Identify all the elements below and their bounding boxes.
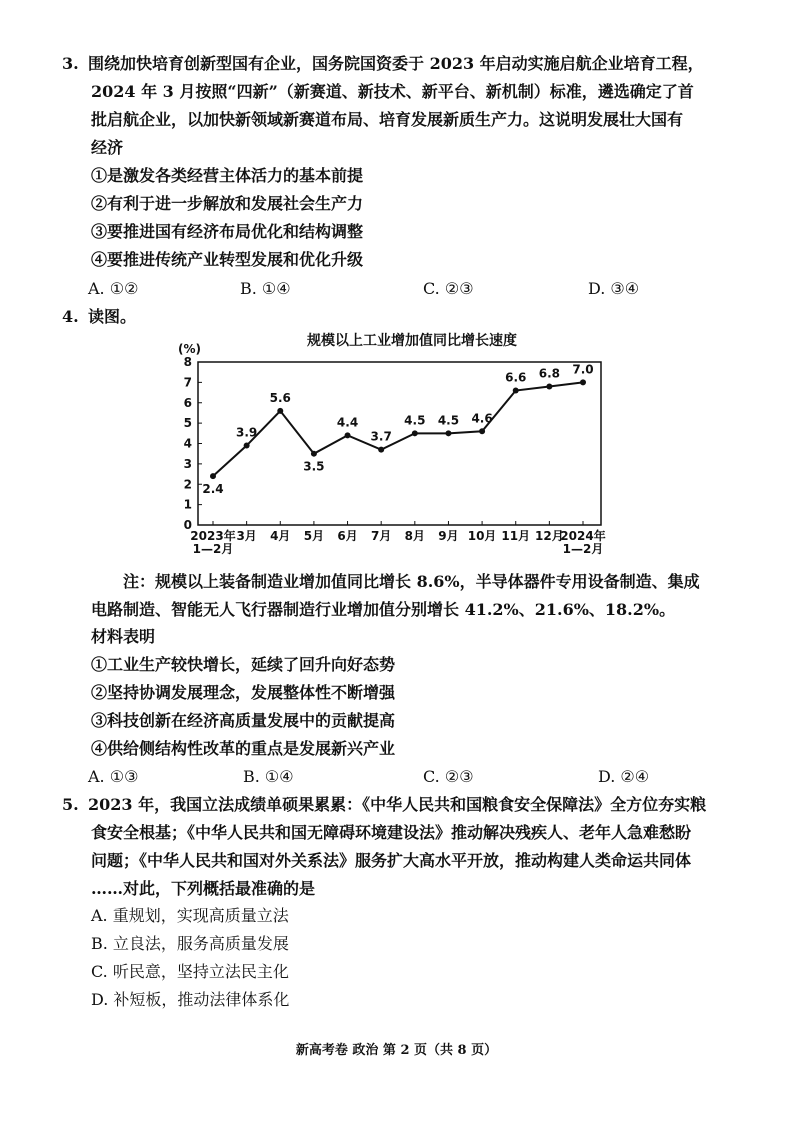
- y-tick-label: 1: [183, 497, 192, 512]
- series-line: [213, 382, 583, 476]
- q4-number: 4.: [62, 307, 79, 326]
- x-tick-label: 5月: [303, 529, 325, 543]
- x-tick-label: 3月: [236, 529, 257, 543]
- data-point: [311, 451, 317, 457]
- data-label: 6.6: [505, 370, 527, 385]
- q4-note-line-1: 注：规模以上装备制造业增加值同比增长 8.6%，半导体器件专用设备制造、集成: [123, 572, 700, 591]
- q5-option-c[interactable]: C. 听民意，坚持立法民主化: [91, 962, 289, 981]
- q4-option-c[interactable]: C. ②③: [423, 767, 474, 786]
- data-point: [479, 428, 485, 434]
- data-point: [378, 447, 384, 453]
- q5-number: 5.: [62, 795, 79, 814]
- y-tick-label: 8: [183, 355, 192, 369]
- data-label: 6.8: [538, 366, 560, 381]
- data-label: 3.9: [236, 425, 258, 440]
- data-label: 4.4: [336, 415, 359, 430]
- x-tick-label: 4月: [270, 529, 291, 543]
- data-point: [513, 388, 519, 394]
- y-tick-label: 2: [183, 477, 192, 492]
- q3-statement-4: ④要推进传统产业转型发展和优化升级: [91, 250, 364, 269]
- x-tick-label: 2023年: [190, 529, 236, 543]
- q3-option-a[interactable]: A. ①②: [88, 279, 139, 298]
- x-tick-label: 2024年: [560, 529, 606, 543]
- q4-note-line-2: 电路制造、智能无人飞行器制造行业增加值分别增长 41.2%、21.6%、18.2%。: [91, 600, 676, 619]
- data-point: [277, 408, 283, 414]
- data-label: 4.5: [437, 413, 460, 428]
- y-tick-label: 4: [183, 436, 192, 451]
- q3-stem-line-1: 围绕加快培育创新型国有企业，国务院国资委于 2023 年启动实施启航企业培育工程，: [88, 54, 704, 73]
- q4-prompt: 读图。: [88, 307, 137, 326]
- q5-stem-line-2: 食安全根基；《中华人民共和国无障碍环境建设法》推动解决残疾人、老年人急难愁盼: [91, 823, 692, 842]
- q5-stem-line-3: 问题；《中华人民共和国对外关系法》服务扩大高水平开放，推动构建人类命运共同体: [91, 851, 692, 870]
- q5-option-a[interactable]: A. 重规划，实现高质量立法: [91, 906, 289, 925]
- y-axis-unit-label: (%): [178, 342, 201, 356]
- q4-option-b[interactable]: B. ①④: [243, 767, 294, 786]
- q3-stem-line-2: 2024 年 3 月按照“四新”（新赛道、新技术、新平台、新机制）标准，遴选确定了首: [91, 82, 694, 101]
- x-tick-label: 8月: [404, 529, 425, 543]
- x-tick-label: 11月: [501, 529, 531, 543]
- data-label: 4.6: [471, 411, 493, 426]
- q3-statement-2: ②有利于进一步解放和发展社会生产力: [91, 194, 364, 213]
- data-point: [412, 430, 418, 436]
- data-label: 4.5: [404, 413, 426, 428]
- y-tick-label: 3: [183, 456, 192, 471]
- q4-statement-4: ④供给侧结构性改革的重点是发展新兴产业: [91, 739, 396, 758]
- plot-frame: [198, 362, 601, 525]
- x-tick-label: 1—2月: [562, 542, 604, 556]
- data-point: [546, 383, 552, 389]
- q4-statement-3: ③科技创新在经济高质量发展中的贡献提高: [91, 711, 396, 730]
- x-tick-label: 1—2月: [192, 542, 234, 556]
- q5-option-b[interactable]: B. 立良法，服务高质量发展: [91, 934, 289, 953]
- x-tick-label: 7月: [371, 529, 392, 543]
- data-label: 5.6: [269, 390, 291, 405]
- data-point: [580, 379, 586, 385]
- page-footer: 新高考卷 政治 第 2 页（共 8 页）: [295, 1043, 498, 1058]
- data-label: 2.4: [202, 482, 224, 497]
- q3-option-b[interactable]: B. ①④: [240, 279, 291, 298]
- q5-option-d[interactable]: D. 补短板，推动法律体系化: [91, 990, 290, 1009]
- q3-statement-1: ①是激发各类经营主体活力的基本前提: [91, 166, 364, 185]
- data-point: [244, 443, 250, 449]
- q3-stem-line-4: 经济: [91, 138, 124, 157]
- q4-material-label: 材料表明: [91, 627, 156, 646]
- data-point: [345, 432, 351, 438]
- q3-statement-3: ③要推进国有经济布局优化和结构调整: [91, 222, 364, 241]
- data-label: 3.5: [303, 459, 325, 474]
- q3-number: 3.: [62, 54, 79, 73]
- y-tick-label: 5: [183, 416, 192, 431]
- q4-option-a[interactable]: A. ①③: [88, 767, 139, 786]
- data-point: [445, 430, 451, 436]
- y-tick-label: 0: [183, 518, 192, 532]
- x-tick-label: 12月: [535, 529, 564, 543]
- q3-option-c[interactable]: C. ②③: [423, 279, 474, 298]
- q4-statement-1: ①工业生产较快增长，延续了回升向好态势: [91, 655, 396, 674]
- q5-stem-line-1: 2023 年，我国立法成绩单硕果累累：《中华人民共和国粮食安全保障法》全方位夯实粮: [88, 795, 707, 814]
- data-label: 3.7: [370, 429, 392, 444]
- y-tick-label: 7: [183, 375, 192, 390]
- growth-line-chart: [0, 325, 793, 565]
- x-tick-label: 6月: [337, 529, 358, 543]
- chart-title: 规模以上工业增加值同比增长速度: [307, 333, 517, 349]
- q3-stem-line-3: 批启航企业，以加快新领域新赛道布局、培育发展新质生产力。这说明发展壮大国有: [91, 110, 684, 129]
- q5-stem-line-4: ……对此，下列概括最准确的是: [91, 879, 316, 898]
- q3-option-d[interactable]: D. ③④: [588, 279, 640, 298]
- x-tick-label: 9月: [438, 529, 459, 543]
- q4-statement-2: ②坚持协调发展理念，发展整体性不断增强: [91, 683, 396, 702]
- x-tick-label: 10月: [467, 529, 497, 543]
- data-label: 7.0: [572, 362, 594, 377]
- data-point: [210, 473, 216, 479]
- y-tick-label: 6: [183, 395, 192, 410]
- q4-option-d[interactable]: D. ②④: [598, 767, 650, 786]
